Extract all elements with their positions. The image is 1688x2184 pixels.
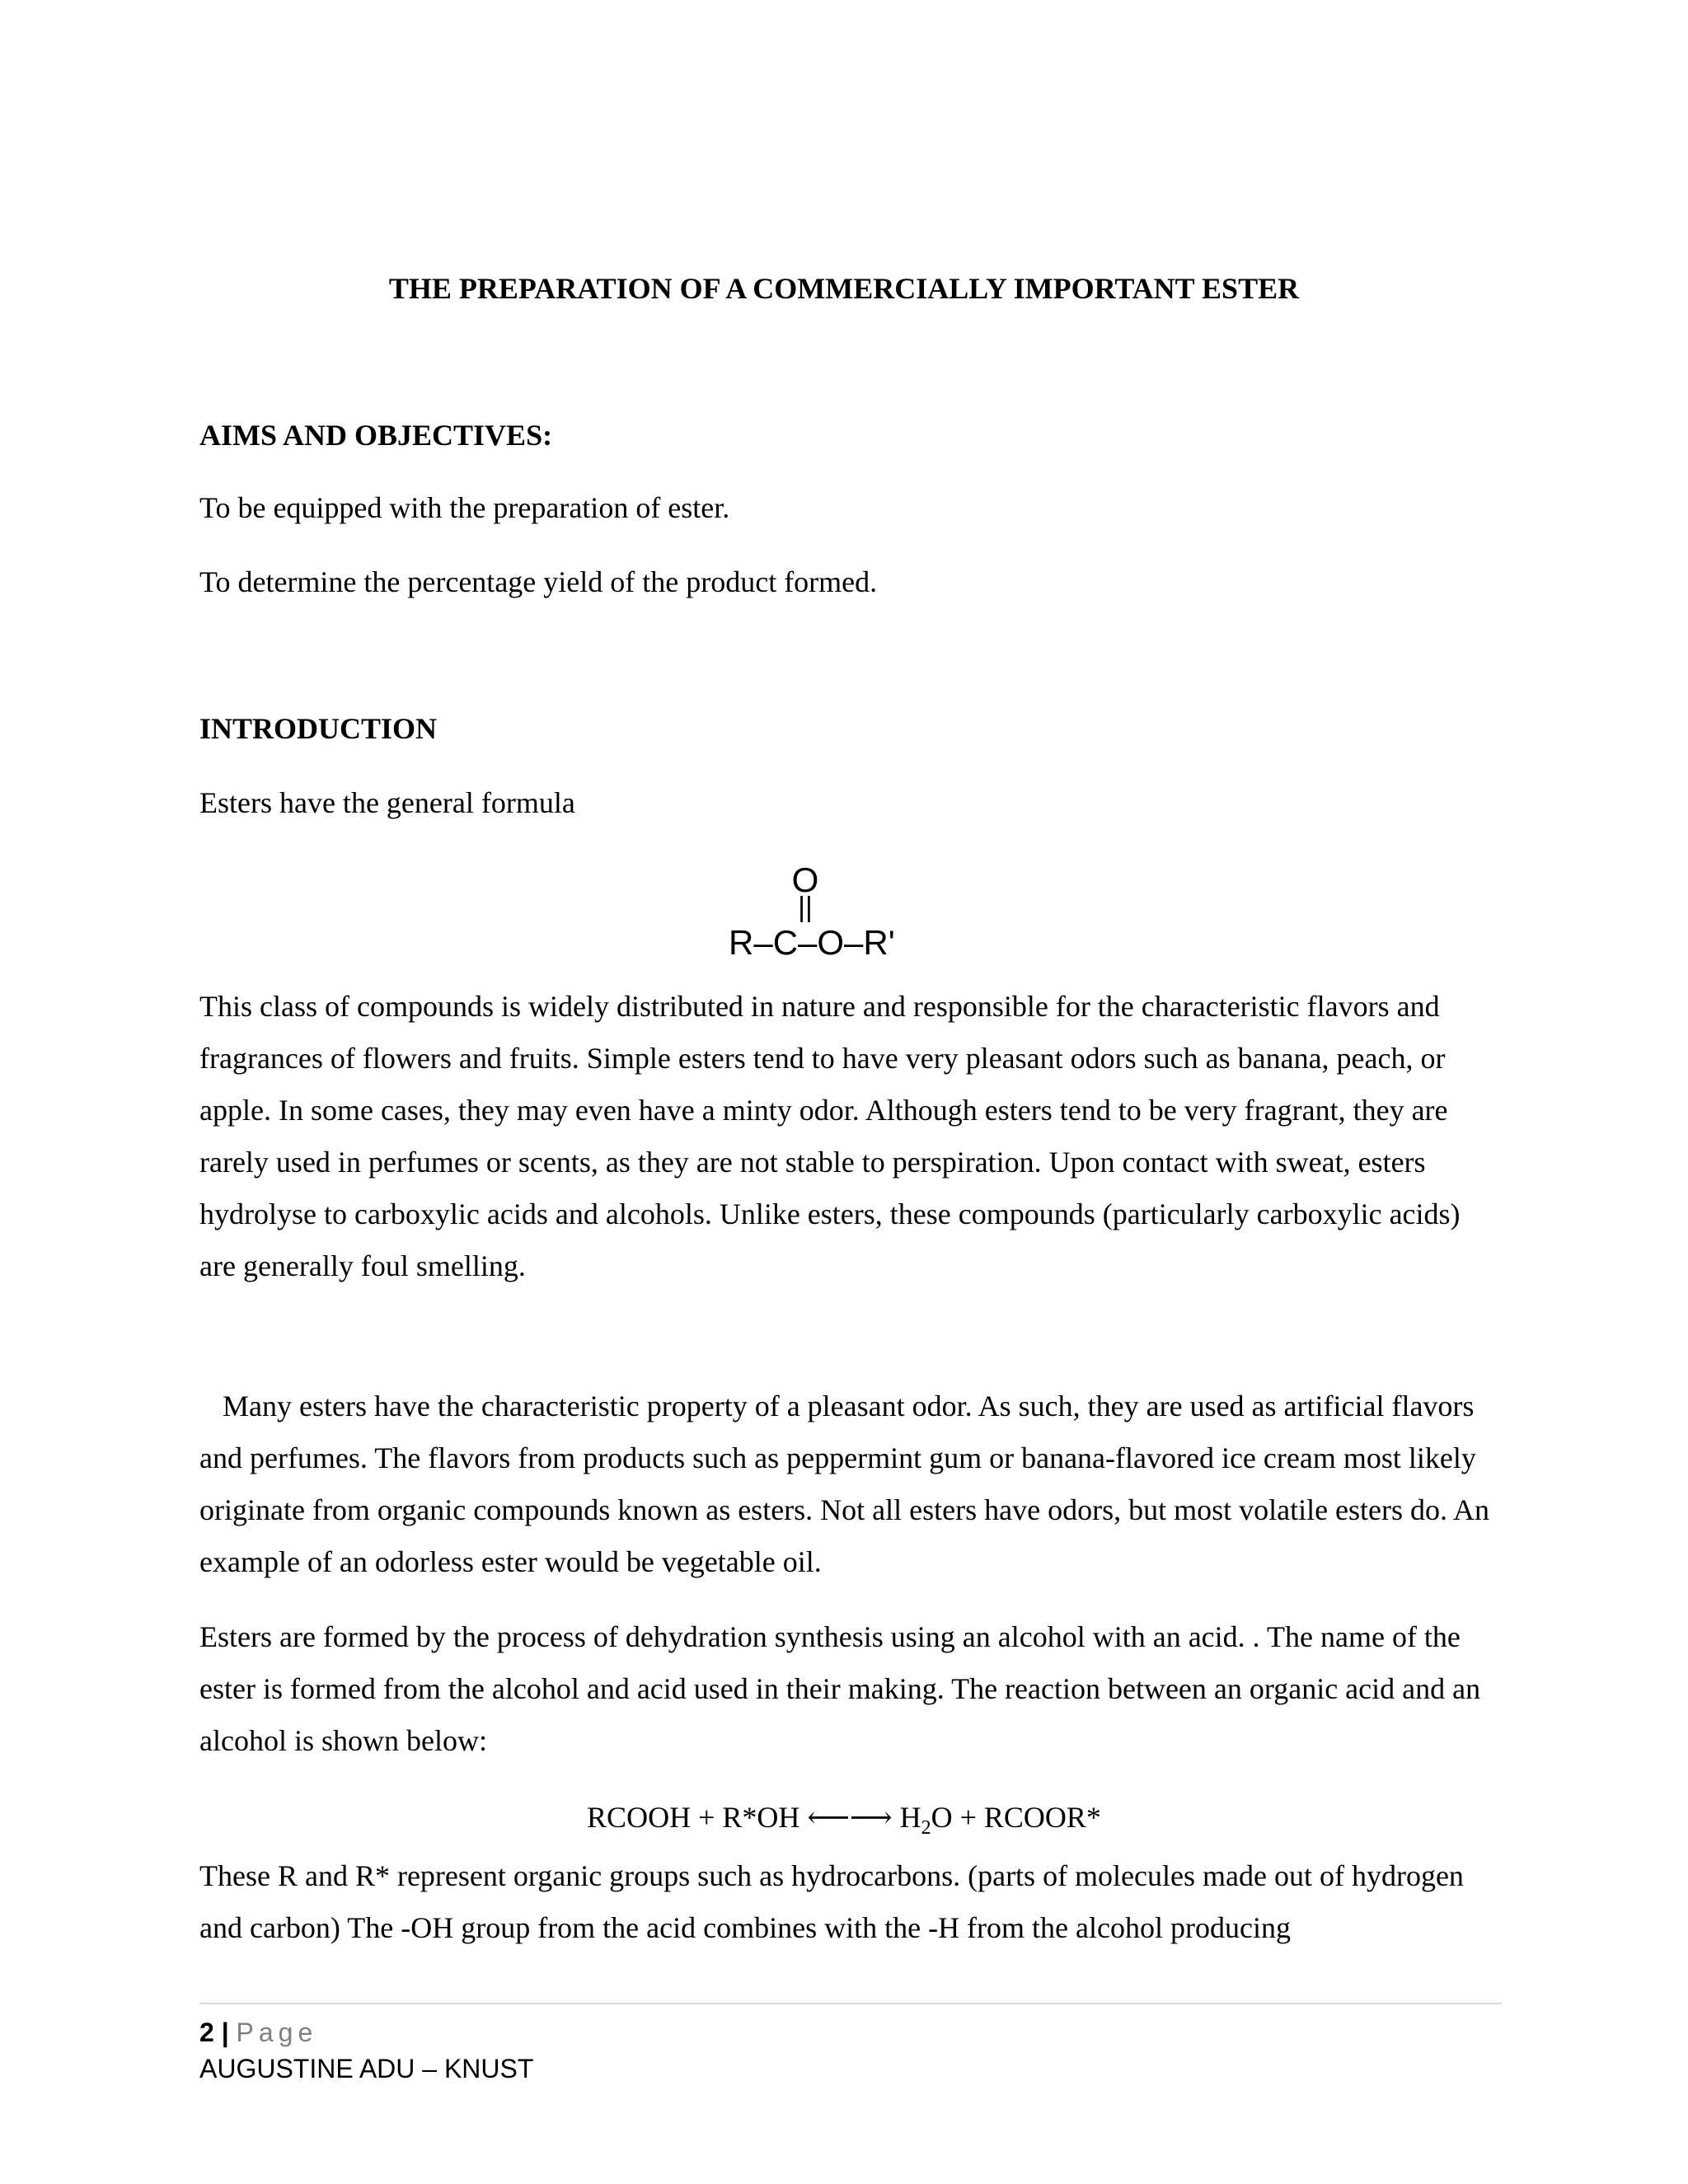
introduction-heading: INTRODUCTION	[199, 712, 438, 745]
intro-paragraph-1: This class of compounds is widely distributed in nature and responsible for the characteristic flavors and fragrances of flowers and fruits. Simple esters tend to have very pleasant odors such as banana, peach, or apple. In some cases, they may even have a minty odor. Although esters tend to be very fragrant, they are rarely used in perfumes or scents, as they are not stable to perspiration. Upon contact with sweat, esters hydrolyse to carboxylic acids and alcohols. Unlike esters, these compounds (particularly carboxylic acids) are generally foul smelling.	[199, 990, 1461, 1282]
footer-divider	[199, 2003, 1502, 2004]
aim-item-1: To be equipped with the preparation of ester.	[199, 491, 730, 524]
ester-structural-formula	[725, 857, 973, 964]
footer-author: AUGUSTINE ADU – KNUST	[199, 2054, 534, 2083]
closing-paragraph: These R and R* represent organic groups such as hydrocarbons. (parts of molecules made out of hydrogen and carbon) The -OH group from the acid combines with the -H from the alcohol producing	[199, 1859, 1464, 1944]
page-label: Page	[236, 2018, 318, 2047]
formula-top-atom: O	[791, 860, 819, 899]
intro-lead: Esters have the general formula	[199, 786, 575, 819]
aims-heading: AIMS AND OBJECTIVES:	[199, 419, 553, 452]
page-number-line	[199, 2014, 533, 2050]
aim-item-2: To determine the percentage yield of the product formed.	[199, 565, 878, 598]
formula-chain: R–C–O–R'	[729, 923, 895, 962]
equation-subscript: 2	[921, 1817, 931, 1840]
page-footer	[199, 2014, 533, 2087]
page-separator: |	[221, 2018, 229, 2047]
page-number: 2	[199, 2018, 214, 2047]
equation-left: RCOOH + R*OH ⟵⟶ H	[587, 1801, 921, 1834]
esterification-equation	[0, 1799, 1688, 1840]
formula-double-bond: ||	[798, 892, 813, 923]
equation-right: O + RCOOR*	[931, 1801, 1101, 1834]
intro-paragraph-2: Many esters have the characteristic property of a pleasant odor. As such, they are used as artificial flavors and perfumes. The flavors from products such as peppermint gum or banana-flavored ice cream most likely originate from organic compounds known as esters. Not all esters have odors, but most volatile esters do. An example of an odorless ester would be vegetable oil.	[199, 1390, 1490, 1578]
document-title: THE PREPARATION OF A COMMERCIALLY IMPORTANT ESTER	[388, 272, 1300, 305]
intro-paragraph-3: Esters are formed by the process of dehydration synthesis using an alcohol with an acid. . The name of the ester is formed from the alcohol and acid used in their making. The reaction between an organic acid and an alcohol is shown below:	[199, 1620, 1481, 1757]
